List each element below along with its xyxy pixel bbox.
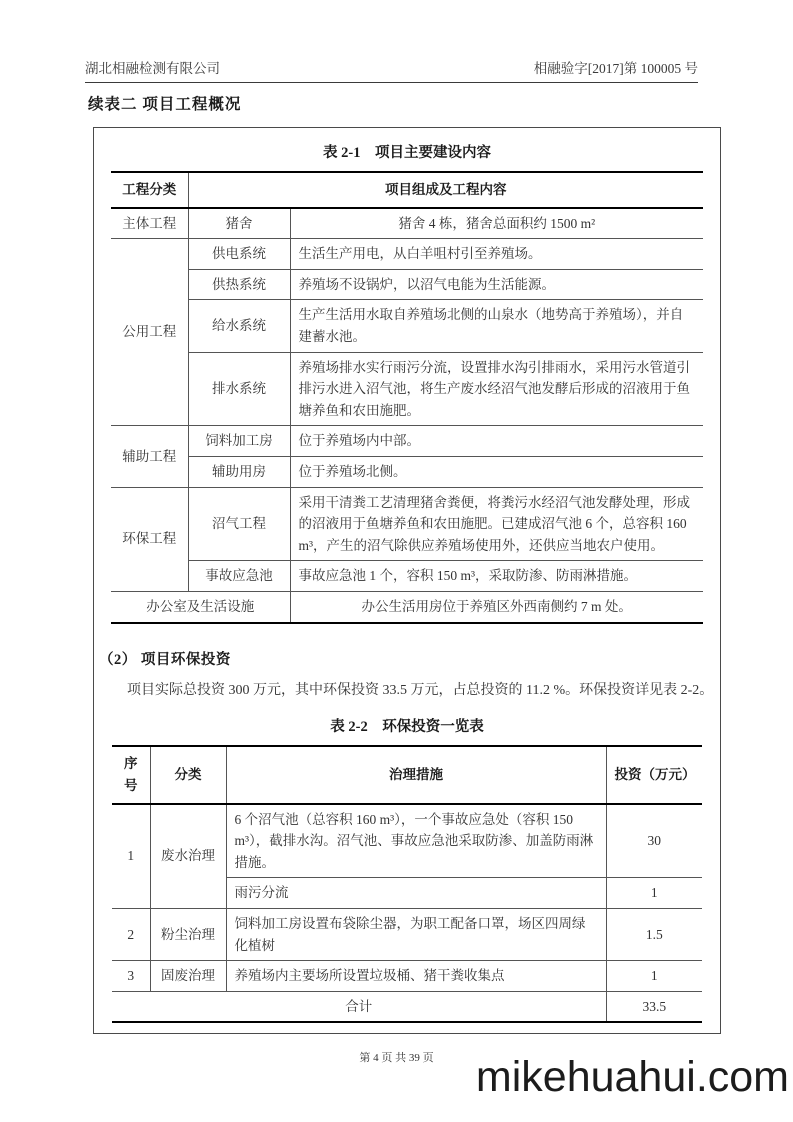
t1-cell-desc: 生活生产用电，从白羊咀村引至养殖场。: [290, 239, 703, 270]
t1-cell-item: 饲料加工房: [188, 426, 290, 457]
subsection-heading: （2） 项目环保投资: [99, 651, 231, 668]
table1-header-row: [111, 172, 703, 208]
t1-cell-item: 供热系统: [188, 269, 290, 300]
t1-cell-item: 给水系统: [188, 300, 290, 352]
t2-cell-category: 废水治理: [150, 804, 226, 909]
t1-cell-category: 公用工程: [111, 239, 188, 426]
table-row: [111, 426, 703, 457]
table-row: [111, 561, 703, 592]
t1-cell-item: 供电系统: [188, 239, 290, 270]
table2-header-row: [112, 746, 702, 803]
table2-header-category: 分类: [150, 746, 226, 803]
t2-cell-no: 1: [112, 804, 150, 909]
t2-cell-category: 粉尘治理: [150, 908, 226, 960]
t1-cell-desc: 位于养殖场北侧。: [290, 456, 703, 487]
section-title: 续表二 项目工程概况: [88, 96, 242, 113]
table-row: [111, 591, 703, 622]
t2-cell-no: 3: [112, 961, 150, 992]
table-row: [111, 456, 703, 487]
t1-cell-item: 事故应急池: [188, 561, 290, 592]
t1-cell-item: 辅助用房: [188, 456, 290, 487]
table2-header-no: 序号: [112, 746, 150, 803]
t1-cell-desc: 事故应急池 1 个，容积 150 m³，采取防渗、防雨淋措施。: [290, 561, 703, 592]
t2-cell-investment: 1: [606, 878, 702, 909]
t1-cell-item: 猪舍: [188, 208, 290, 239]
table-row: [111, 300, 703, 352]
table-row: [112, 908, 702, 960]
t1-cell-desc: 生产生活用水取自养殖场北侧的山泉水（地势高于养殖场），并自建蓄水池。: [290, 300, 703, 352]
t2-cell-investment: 1.5: [606, 908, 702, 960]
t2-cell-no: 2: [112, 908, 150, 960]
company-name: 湖北相融检测有限公司: [85, 61, 220, 76]
watermark: mikehuahui.com: [475, 1053, 789, 1101]
t1-cell-desc: 养殖场不设锅炉，以沼气电能为生活能源。: [290, 269, 703, 300]
table1-header-content: 项目组成及工程内容: [188, 172, 703, 208]
t2-cell-measure: 养殖场内主要场所设置垃圾桶、猪干粪收集点: [226, 961, 606, 992]
investment-table: [112, 745, 702, 1023]
table-row: [111, 239, 703, 270]
t2-cell-total-value: 33.5: [606, 991, 702, 1022]
table-row: [111, 487, 703, 561]
table-row: [111, 208, 703, 239]
t1-cell-item: 沼气工程: [188, 487, 290, 561]
t1-cell-item: 排水系统: [188, 352, 290, 426]
t1-cell-desc: 位于养殖场内中部。: [290, 426, 703, 457]
t1-cell-desc: 办公生活用房位于养殖区外西南侧约 7 m 处。: [290, 591, 703, 622]
t2-cell-investment: 30: [606, 804, 702, 878]
t2-cell-measure: 雨污分流: [226, 878, 606, 909]
t1-cell-category: 主体工程: [111, 208, 188, 239]
table2-header-measure: 治理措施: [226, 746, 606, 803]
content-box: [93, 127, 721, 1034]
table1-header-category: 工程分类: [111, 172, 188, 208]
t2-cell-investment: 1: [606, 961, 702, 992]
t1-cell-desc: 猪舍 4 栋，猪舍总面积约 1500 m²: [290, 208, 703, 239]
t1-cell-category: 辅助工程: [111, 426, 188, 487]
table-row: [112, 961, 702, 992]
doc-number: 相融验字[2017]第 100005 号: [533, 61, 698, 76]
table-row: [111, 269, 703, 300]
table2-header-investment: 投资（万元）: [606, 746, 702, 803]
t1-cell-category: 环保工程: [111, 487, 188, 591]
page-header: [85, 57, 698, 83]
table-row: [111, 352, 703, 426]
construction-content-table: [111, 171, 703, 624]
t2-cell-measure: 饲料加工房设置布袋除尘器，为职工配备口罩，场区四周绿化植树: [226, 908, 606, 960]
table1-title: 表 2-1 项目主要建设内容: [323, 145, 491, 161]
table-row: [112, 804, 702, 878]
page-number: 第 4 页 共 39 页: [359, 1052, 434, 1064]
t1-cell-desc: 养殖场排水实行雨污分流，设置排水沟引排雨水，采用污水管道引排污水进入沼气池，将生产废水经沼气池发酵后形成的沼液用于鱼塘养鱼和农田施肥。: [290, 352, 703, 426]
investment-paragraph: 项目实际总投资 300 万元，其中环保投资 33.5 万元，占总投资的 11.2 %。环保投资详见表 2-2。: [127, 682, 714, 698]
t2-cell-category: 固废治理: [150, 961, 226, 992]
t1-cell-desc: 采用干清粪工艺清理猪舍粪便，将粪污水经沼气池发酵处理，形成的沼液用于鱼塘养鱼和农田施肥。已建成沼气池 6 个，总容积 160 m³，产生的沼气除供应养殖场使用外，还供应当地农户使用。: [290, 487, 703, 561]
t1-cell-category: 办公室及生活设施: [111, 591, 290, 622]
t2-cell-measure: 6 个沼气池（总容积 160 m³），一个事故应急处（容积 150 m³），截排水沟。沼气池、事故应急池采取防渗、加盖防雨淋措施。: [226, 804, 606, 878]
t2-cell-total-label: 合计: [112, 991, 606, 1022]
table2-title: 表 2-2 环保投资一览表: [330, 719, 484, 736]
table-row: [112, 991, 702, 1022]
